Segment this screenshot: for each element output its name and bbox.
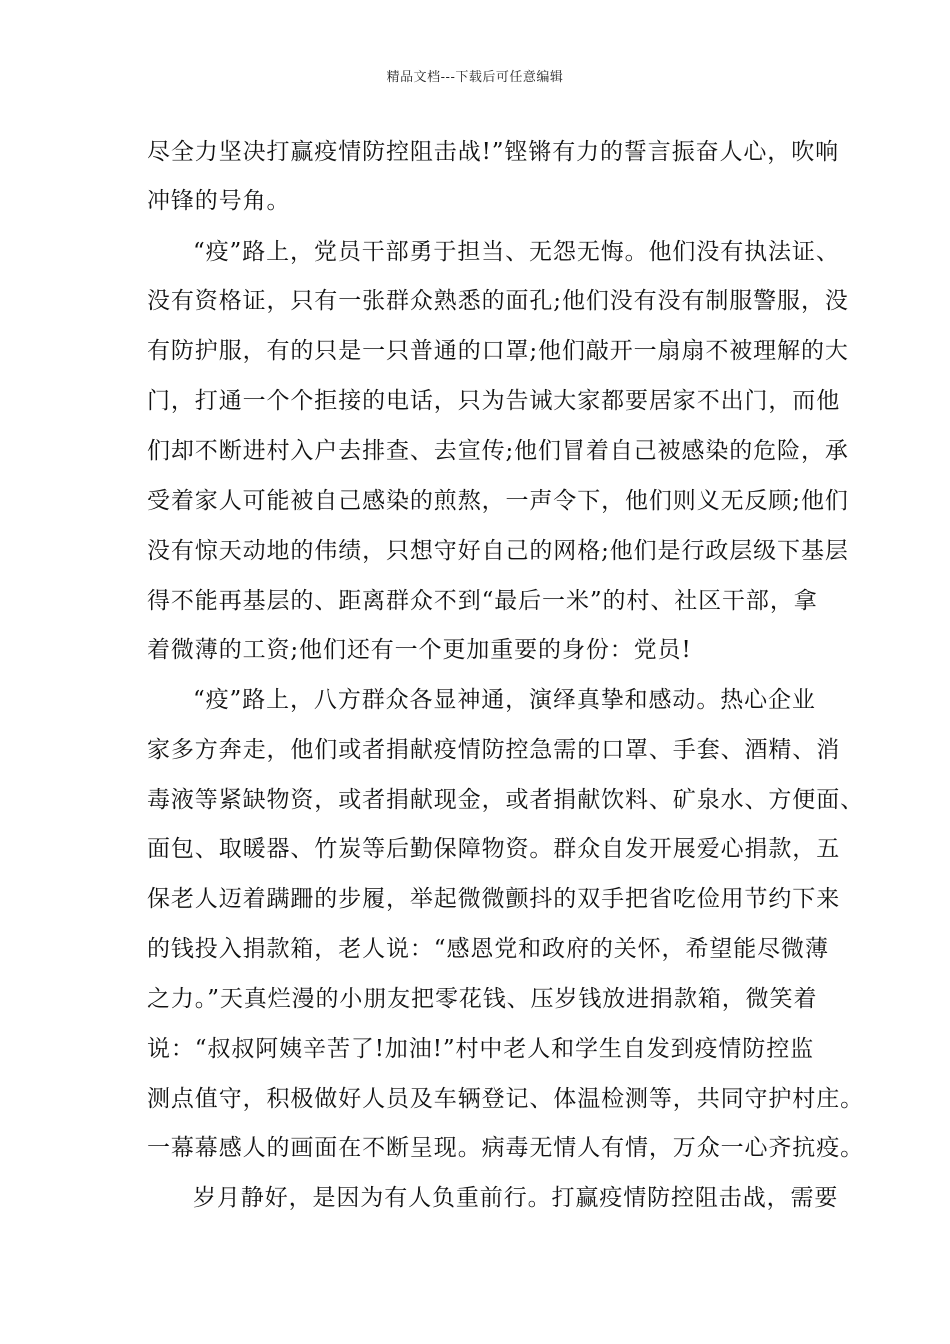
text-line: 测点值守，积极做好人员及车辆登记、体温检测等，共同守护村庄。 [147, 1086, 864, 1112]
text-line: 毒液等紧缺物资，或者捐献现金，或者捐献饮料、矿泉水、方便面、 [147, 787, 864, 813]
text-line: “疫”路上，八方群众各显神通，演绎真挚和感动。热心企业 [193, 687, 816, 713]
page-header: 精品文档---下载后可任意编辑 [386, 70, 564, 85]
text-line: 说：“叔叔阿姨辛苦了!加油!”村中老人和学生自发到疫情防控监 [147, 1036, 815, 1062]
text-line: 得不能再基层的、距离群众不到“最后一米”的村、社区干部，拿 [147, 588, 818, 614]
text-line: 尽全力坚决打赢疫情防控阻击战!”铿锵有力的誓言振奋人心，吹响 [147, 139, 840, 165]
text-line: 没有资格证，只有一张群众熟悉的面孔;他们没有没有制服警服，没 [147, 288, 849, 314]
text-line: 着微薄的工资;他们还有一个更加重要的身份：党员! [147, 637, 692, 663]
text-line: 的钱投入捐款箱，老人说：“感恩党和政府的关怀，希望能尽微薄 [147, 936, 829, 962]
text-line: 之力。”天真烂漫的小朋友把零花钱、压岁钱放进捐款箱，微笑着 [147, 986, 818, 1012]
text-line: 一幕幕感人的画面在不断呈现。病毒无情人有情，万众一心齐抗疫。 [147, 1135, 864, 1161]
text-line: 有防护服，有的只是一只普通的口罩;他们敲开一扇扇不被理解的大 [147, 338, 849, 364]
text-line: “疫”路上，党员干部勇于担当、无怨无悔。他们没有执法证、 [193, 239, 840, 265]
text-line: 没有惊天动地的伟绩，只想守好自己的网格;他们是行政层级下基层 [147, 538, 849, 564]
text-line: 面包、取暖器、竹炭等后勤保障物资。群众自发开展爱心捐款，五 [147, 836, 841, 862]
text-line: 家多方奔走，他们或者捐献疫情防控急需的口罩、手套、酒精、消 [147, 737, 841, 763]
text-line: 受着家人可能被自己感染的煎熬，一声令下，他们则义无反顾;他们 [147, 488, 849, 514]
text-line: 岁月静好，是因为有人负重前行。打赢疫情防控阻击战，需要 [193, 1185, 839, 1211]
text-line: 冲锋的号角。 [147, 188, 291, 214]
text-line: 门，打通一个个拒接的电话，只为告诫大家都要居家不出门，而他 [147, 388, 841, 414]
text-line: 保老人迈着蹒跚的步履，举起微微颤抖的双手把省吃俭用节约下来 [147, 886, 841, 912]
text-line: 们却不断进村入户去排查、去宣传;他们冒着自己被感染的危险，承 [147, 438, 849, 464]
